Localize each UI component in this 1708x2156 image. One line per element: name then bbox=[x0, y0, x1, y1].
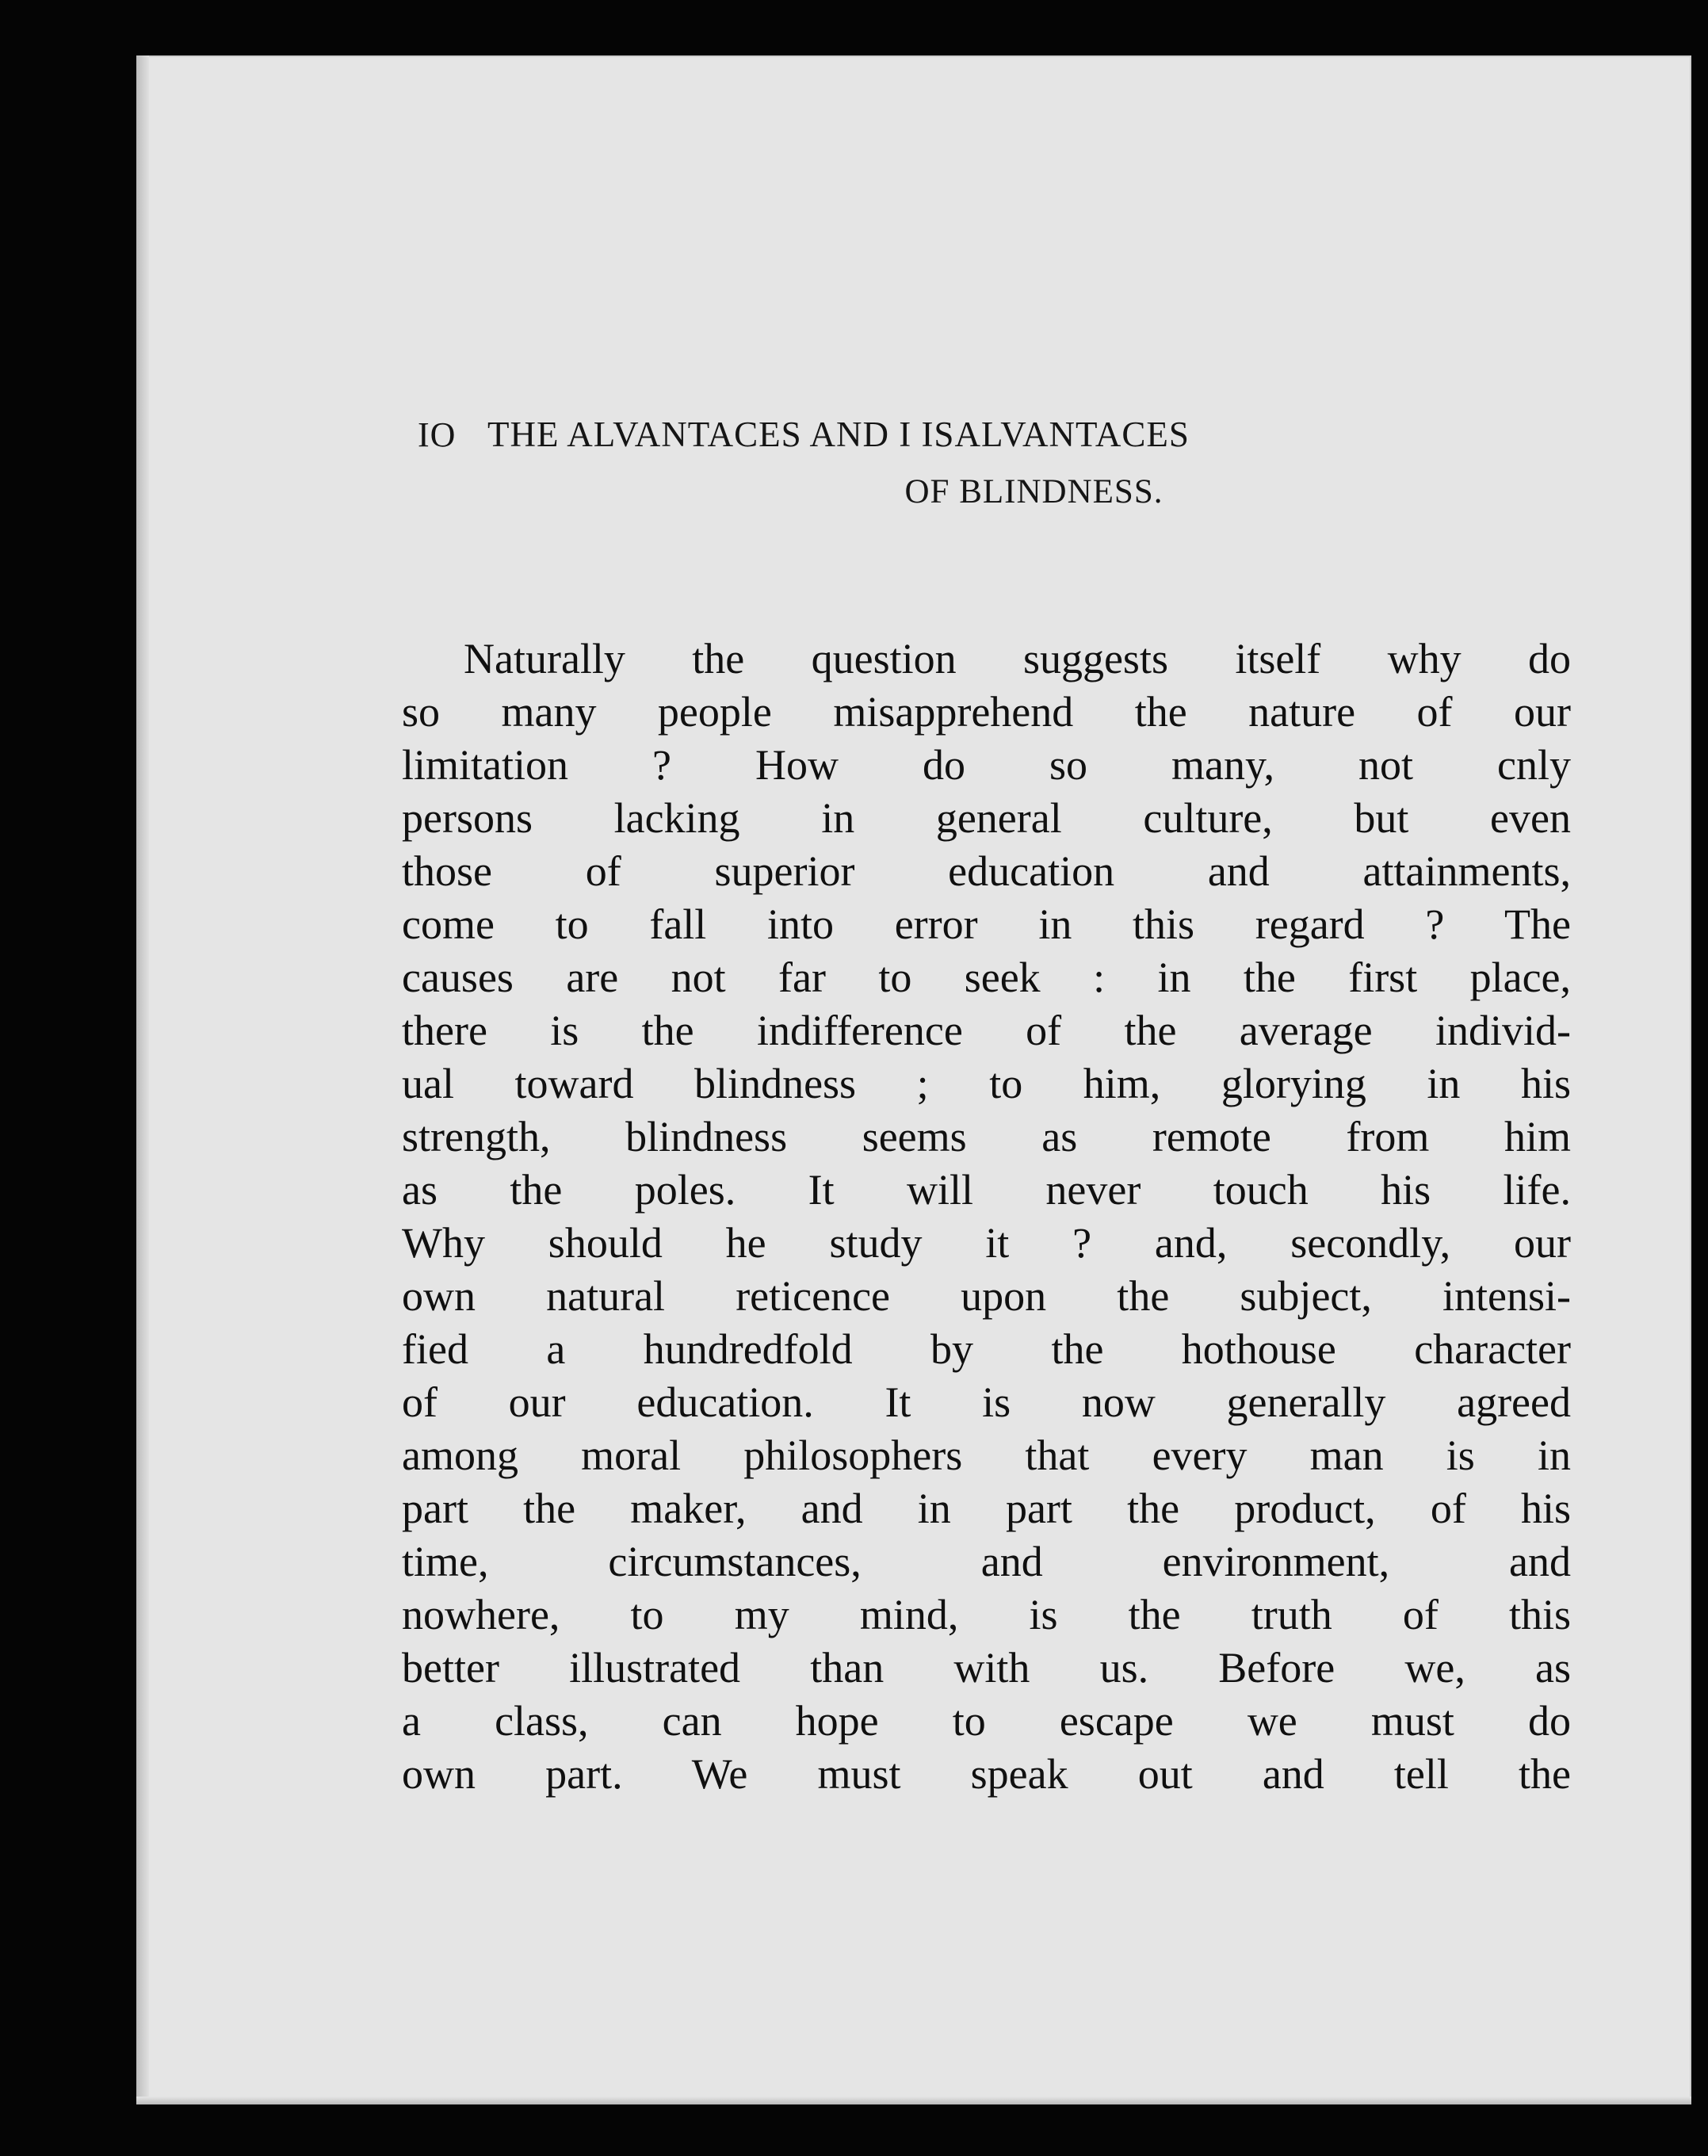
text-line: causes are not far to seek : in the first place, bbox=[402, 954, 1571, 1001]
text-line: come to fall into error in this regard ? The bbox=[402, 900, 1571, 948]
text-line: there is the indifference of the average individ- bbox=[402, 1007, 1571, 1054]
text-line: so many people misapprehend the nature of our bbox=[402, 688, 1571, 736]
header-line bbox=[418, 411, 1555, 459]
chapter-title: THE ALVANTACES AND I ISALVANTACES bbox=[487, 415, 1190, 454]
text-line: as the poles. It will never touch his life. bbox=[402, 1166, 1571, 1214]
text-line: those of superior education and attainments, bbox=[402, 847, 1571, 895]
text-line: among moral philosophers that every man is in bbox=[402, 1432, 1571, 1479]
text-line: own natural reticence upon the subject, intensi- bbox=[402, 1272, 1571, 1320]
text-line: fied a hundredfold by the hothouse character bbox=[402, 1325, 1571, 1373]
text-line: own part. We must speak out and tell the bbox=[402, 1750, 1571, 1798]
text-line: time, circumstances, and environment, and bbox=[402, 1538, 1571, 1585]
text-line: better illustrated than with us. Before we, as bbox=[402, 1644, 1571, 1692]
chapter-subtitle: OF BLINDNESS. bbox=[904, 473, 1164, 510]
text-line: of our education. It is now generally agreed bbox=[402, 1378, 1571, 1426]
text-line: persons lacking in general culture, but even bbox=[402, 794, 1571, 842]
text-line: nowhere, to my mind, is the truth of this bbox=[402, 1591, 1571, 1638]
text-line: ual toward blindness ; to him, glorying in his bbox=[402, 1060, 1571, 1107]
text-line: Naturally the question suggests itself why do bbox=[464, 635, 1571, 682]
text-line: part the maker, and in part the product, of his bbox=[402, 1485, 1571, 1532]
text-line: a class, can hope to escape we must do bbox=[402, 1697, 1571, 1745]
text-line: Why should he study it ? and, secondly, our bbox=[402, 1219, 1571, 1267]
body-text bbox=[402, 633, 1571, 1801]
page-number: IO bbox=[418, 415, 457, 454]
text-line: limitation ? How do so many, not cnly bbox=[402, 741, 1571, 789]
page-header bbox=[418, 411, 1555, 519]
text-line: strength, blindness seems as remote from him bbox=[402, 1113, 1571, 1160]
book-page bbox=[136, 55, 1691, 2104]
